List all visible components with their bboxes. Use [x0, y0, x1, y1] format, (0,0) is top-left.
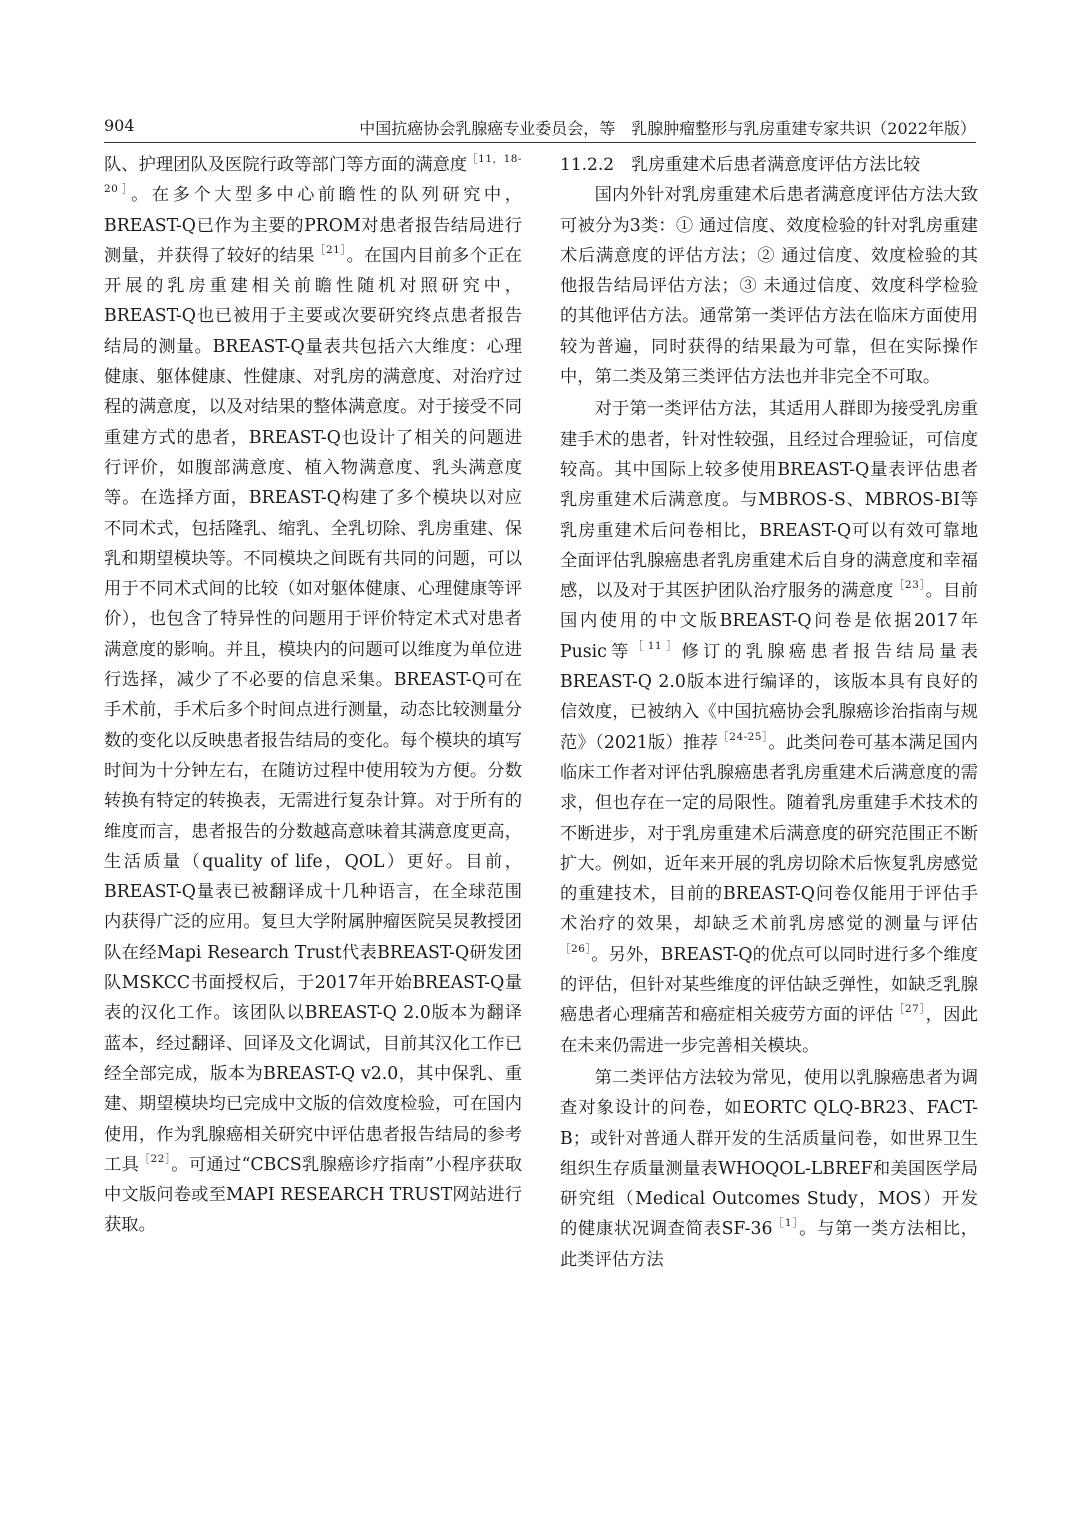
text: 。目前国内使用的中文版BREAST-Q问卷是依据2017年Pusic等	[560, 581, 978, 662]
section-heading: 11.2.2 乳房重建术后患者满意度评估方法比较	[560, 155, 921, 175]
citation: ［11，18-20］	[104, 153, 522, 196]
text: 。此类问卷可基本满足国内临床工作者对评估乳腺癌患者乳房重建术后满意度的需求，但也存在一定的局限性。随着乳房重建手术技术的不断进步，对于乳房重建术后满意度的研究范围正不断扩大。例如，近年来开展的乳房切除术后恢复乳房感觉的重建技术，目前的BREAST-Q问卷仅能用于评估手术治疗的效果，却缺乏术前乳房感觉的测量与评估	[560, 732, 978, 935]
text: 。与第一类方法相比，此类评估方法	[560, 1219, 978, 1270]
text: 。可通过“CBCS乳腺癌诊疗指南”小程序获取中文版问卷或至MAPI RESEARCH TRUST网站进行获取。	[104, 1154, 522, 1236]
left-column	[104, 150, 522, 1241]
paragraph	[104, 150, 522, 1241]
citation: ［21］	[314, 243, 347, 256]
citation: ［1］	[772, 1217, 800, 1230]
citation: ［24-25］	[718, 730, 769, 743]
paragraph	[560, 394, 978, 1061]
citation: ［27］	[893, 1003, 926, 1016]
page-header	[104, 116, 976, 142]
paragraph: 国内外针对乳房重建术后患者满意度评估方法大致可被分为3类：① 通过信度、效度检验的针对乳房重建术后满意度的评估方法；② 通过信度、效度检验的其他报告结局评估方法；③ 未通过信度、效度科学检验的其他评估方法。通常第一类评估方法在临床方面使用较为普遍，同时获得的结果最为可靠，但在实际操作中，第二类及第三类评估方法也并非完全不可取。	[560, 185, 978, 388]
citation: ［22］	[139, 1152, 172, 1165]
text: 队、护理团队及医院行政等部门等方面的满意度	[104, 155, 468, 175]
header-rule	[104, 142, 976, 143]
paragraph	[560, 1063, 978, 1275]
citation: ［11］	[632, 639, 682, 652]
page-number: 904	[104, 116, 135, 135]
text: 修订的乳腺癌患者报告结局量表BREAST-Q 2.0版本进行编译的，该版本具有良好的信效度，已被纳入《中国抗癌协会乳腺癌诊治指南与规范》（2021版）推荐	[560, 641, 978, 753]
text: ，因此在未来仍需进一步完善相关模块。	[560, 1005, 978, 1056]
right-column	[560, 150, 978, 1275]
text: 。在多个大型多中心前瞻性的队列研究中，BREAST-Q已作为主要的PROM对患者报告结局进行测量，并获得了较好的结果	[104, 185, 522, 266]
text: 。另外，BREAST-Q的优点可以同时进行多个维度的评估，但针对某些维度的评估缺乏弹性，如缺乏乳腺癌患者心理痛苦和癌症相关疲劳方面的评估	[560, 944, 978, 1026]
running-title: 中国抗癌协会乳腺癌专业委员会，等 乳腺肿瘤整形与乳房重建专家共识（2022年版）	[359, 119, 976, 138]
text: 对于第一类评估方法，其适用人群即为接受乳房重建手术的患者，针对性较强，且经过合理验证，可信度较高。其中国际上较多使用BREAST-Q量表评估患者乳房重建术后满意度。与MBROS-S、MBROS-BI等乳房重建术后问卷相比，BREAST-Q可以有效可靠地全面评估乳腺癌患者乳房重建术后自身的满意度和幸福感，以及对于其医护团队治疗服务的满意度	[560, 399, 978, 602]
text: 。在国内目前多个正在开展的乳房重建相关前瞻性随机对照研究中，BREAST-Q也已被用于主要或次要研究终点患者报告结局的测量。BREAST-Q量表共包括六大维度：心理健康、躯体健康、性健康、对乳房的满意度、对治疗过程的满意度，以及对结果的整体满意度。对于接受不同重建方式的患者，BREAST-Q也设计了相关的问题进行评价，如腹部满意度、植入物满意度、乳头满意度等。在选择方面，BREAST-Q构建了多个模块以对应不同术式，包括隆乳、缩乳、全乳切除、乳房重建、保乳和期望模块等。不同模块之间既有共同的问题，可以用于不同术式间的比较（如对躯体健康、心理健康等评价），也包含了特异性的问题用于评价特定术式对患者满意度的影响。并且，模块内的问题可以维度为单位进行选择，减少了不必要的信息采集。BREAST-Q可在手术前，手术后多个时间点进行测量，动态比较测量分数的变化以反映患者报告结局的变化。每个模块的填写时间为十分钟左右，在随访过程中使用较为方便。分数转换有特定的转换表，无需进行复杂计算。对于所有的维度而言，患者报告的分数越高意味着其满意度更高，生活质量（quality of life，QOL）更好。目前，BREAST-Q量表已被翻译成十几种语言，在全球范围内获得广泛的应用。复旦大学附属肿瘤医院吴炅教授团队在经Mapi Research Trust代表BREAST-Q研发团队MSKCC书面授权后，于2017年开始BREAST-Q量表的汉化工作。该团队以BREAST-Q 2.0版本为翻译蓝本，经过翻译、回译及文化调试，目前其汉化工作已经全部完成，版本为BREAST-Q v2.0，其中保乳、重建、期望模块均已完成中文版的信效度检验，可在国内使用，作为乳腺癌相关研究中评估患者报告结局的参考工具	[104, 245, 522, 1175]
citation: ［23］	[893, 579, 926, 592]
citation: ［26］	[560, 942, 592, 955]
text: 第二类评估方法较为常见，使用以乳腺癌患者为调查对象设计的问卷，如EORTC QLQ-BR23、FACT-B；或针对普通人群开发的生活质量问卷，如世界卫生组织生存质量测量表WHOQOL-LBREF和美国医学局研究组（Medical Outcomes Study，MOS）开发的健康状况调查简表SF-36	[560, 1067, 978, 1240]
